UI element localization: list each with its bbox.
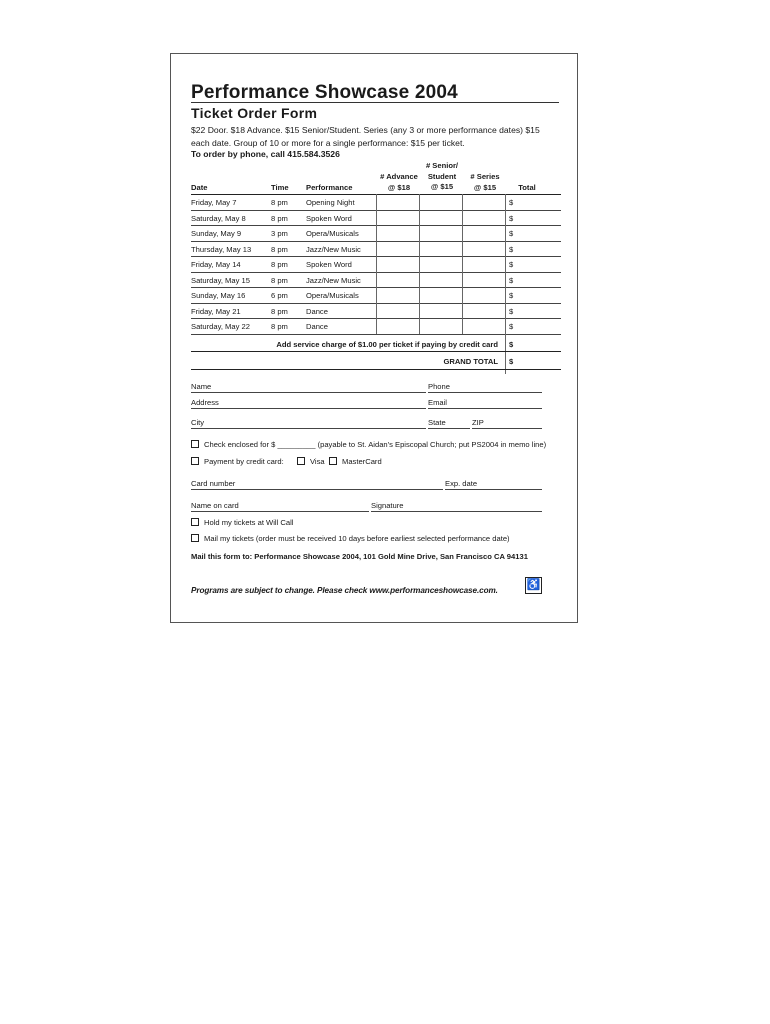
row-total: $ [509,244,514,254]
row-total: $ [509,322,514,331]
header-advance-line1: # Advance [380,172,418,181]
row-performance: Opera/Musicals [306,291,359,300]
mail-option[interactable] [191,534,510,543]
row-total: $ [509,275,514,285]
header-performance: Performance [306,183,353,192]
credit-card-option[interactable] [191,457,284,466]
row-date: Sunday, May 16 [191,291,246,300]
row-total: $ [509,229,514,238]
card-number-field[interactable] [191,489,443,490]
grand-total-value: $ [509,357,514,366]
header-series-line2: @ $15 [473,182,497,192]
row-time: 8 pm [271,322,288,331]
row-total: $ [509,306,514,316]
row-date: Friday, May 14 [191,260,241,269]
city-label: City [191,418,205,427]
city-field[interactable] [191,428,426,429]
form-subtitle: Ticket Order Form [191,105,318,121]
name-on-card-field[interactable] [191,511,369,512]
name-label: Name [191,382,212,391]
service-charge-label: Add service charge of $1.00 per ticket if paying by credit card [276,340,498,349]
service-charge-rule [191,351,561,352]
zip-label: ZIP [472,418,484,427]
column-divider [505,194,506,374]
header-total: Total [518,183,536,192]
name-field[interactable] [191,392,426,393]
state-field[interactable] [428,428,470,429]
exp-date-field[interactable] [445,489,542,490]
row-time: 8 pm [271,198,288,207]
check-option[interactable] [191,440,546,449]
signature-label: Signature [371,501,404,510]
mastercard-label: MasterCard [342,457,382,466]
row-time: 8 pm [271,244,288,254]
row-performance: Dance [306,322,328,331]
row-time: 6 pm [271,291,288,300]
phone-label: Phone [428,382,450,391]
row-date: Friday, May 7 [191,198,237,207]
row-date: Thursday, May 13 [191,244,252,254]
row-time: 3 pm [271,229,288,238]
checkbox-icon[interactable] [297,457,305,465]
row-date: Friday, May 21 [191,306,241,316]
row-total: $ [509,198,514,207]
mastercard-option[interactable] [329,457,382,466]
checkbox-icon[interactable] [191,457,199,465]
phone-field[interactable] [428,392,542,393]
header-senior-line2: Student [427,171,457,181]
service-charge-total: $ [509,340,514,349]
exp-date-label: Exp. date [445,479,478,488]
row-date: Sunday, May 9 [191,229,242,238]
row-total: $ [509,291,514,300]
checkbox-icon[interactable] [191,518,199,526]
address-field[interactable] [191,408,426,409]
form-title: Performance Showcase 2004 [191,82,458,103]
header-senior-line3: @ $15 [430,182,454,191]
row-total: $ [509,260,514,269]
column-divider [376,194,377,334]
name-on-card-label: Name on card [191,501,239,510]
mail-label: Mail my tickets (order must be received 10 days before earliest selected performance date) [204,534,510,543]
row-time: 8 pm [271,213,288,223]
signature-field[interactable] [371,511,542,512]
row-performance: Jazz/New Music [306,244,361,254]
row-performance: Spoken Word [306,260,352,269]
checkbox-icon[interactable] [329,457,337,465]
wheelchair-accessible-icon: ♿ [525,577,542,594]
credit-card-label: Payment by credit card: [204,457,284,466]
header-senior [420,161,464,193]
row-performance: Spoken Word [306,213,352,223]
grand-total-label: GRAND TOTAL [443,357,498,366]
row-performance: Jazz/New Music [306,275,361,285]
row-performance: Dance [306,306,328,316]
header-senior-line1: # Senior/ [425,161,459,170]
row-time: 8 pm [271,306,288,316]
footer-note: Programs are subject to change. Please check www.performanceshowcase.com. [191,586,498,595]
row-time: 8 pm [271,260,288,269]
mail-to-text: Mail this form to: Performance Showcase 2004, 101 Gold Mine Drive, San Francisco CA 94131 [191,552,528,561]
phone-order-text: To order by phone, call 415.584.3526 [191,149,340,159]
header-advance [377,172,421,193]
row-date: Saturday, May 8 [191,213,246,223]
ticket-order-form [170,53,578,623]
row-performance: Opera/Musicals [306,229,359,238]
header-date: Date [191,183,208,192]
grand-total-rule [191,369,561,370]
header-series [463,172,507,193]
checkbox-icon[interactable] [191,534,199,542]
visa-option[interactable] [297,457,325,466]
row-performance: Opening Night [306,198,355,207]
zip-field[interactable] [472,428,542,429]
email-field[interactable] [428,408,542,409]
row-date: Saturday, May 15 [191,275,250,285]
email-label: Email [428,398,447,407]
will-call-option[interactable] [191,518,293,527]
column-divider [462,194,463,334]
header-advance-line2: @ $18 [387,182,411,192]
state-label: State [428,418,446,427]
visa-label: Visa [310,457,325,466]
card-number-label: Card number [191,479,236,488]
address-label: Address [191,398,219,407]
check-option-label: Check enclosed for $ _________ (payable to St. Aidan's Episcopal Church; put PS2004 in memo line) [204,440,547,449]
row-date: Saturday, May 22 [191,322,250,331]
row-time: 8 pm [271,275,288,285]
will-call-label: Hold my tickets at Will Call [204,518,294,527]
pricing-text: $22 Door. $18 Advance. $15 Senior/Student. Series (any 3 or more performance dates) $15 each date. Group of 10 or more for a single performance: $15 per ticket. [191,125,540,148]
row-total: $ [509,213,514,223]
title-rule [191,102,559,103]
header-time: Time [271,183,289,192]
header-series-line1: # Series [470,172,500,181]
checkbox-icon[interactable] [191,440,199,448]
column-divider [419,194,420,334]
